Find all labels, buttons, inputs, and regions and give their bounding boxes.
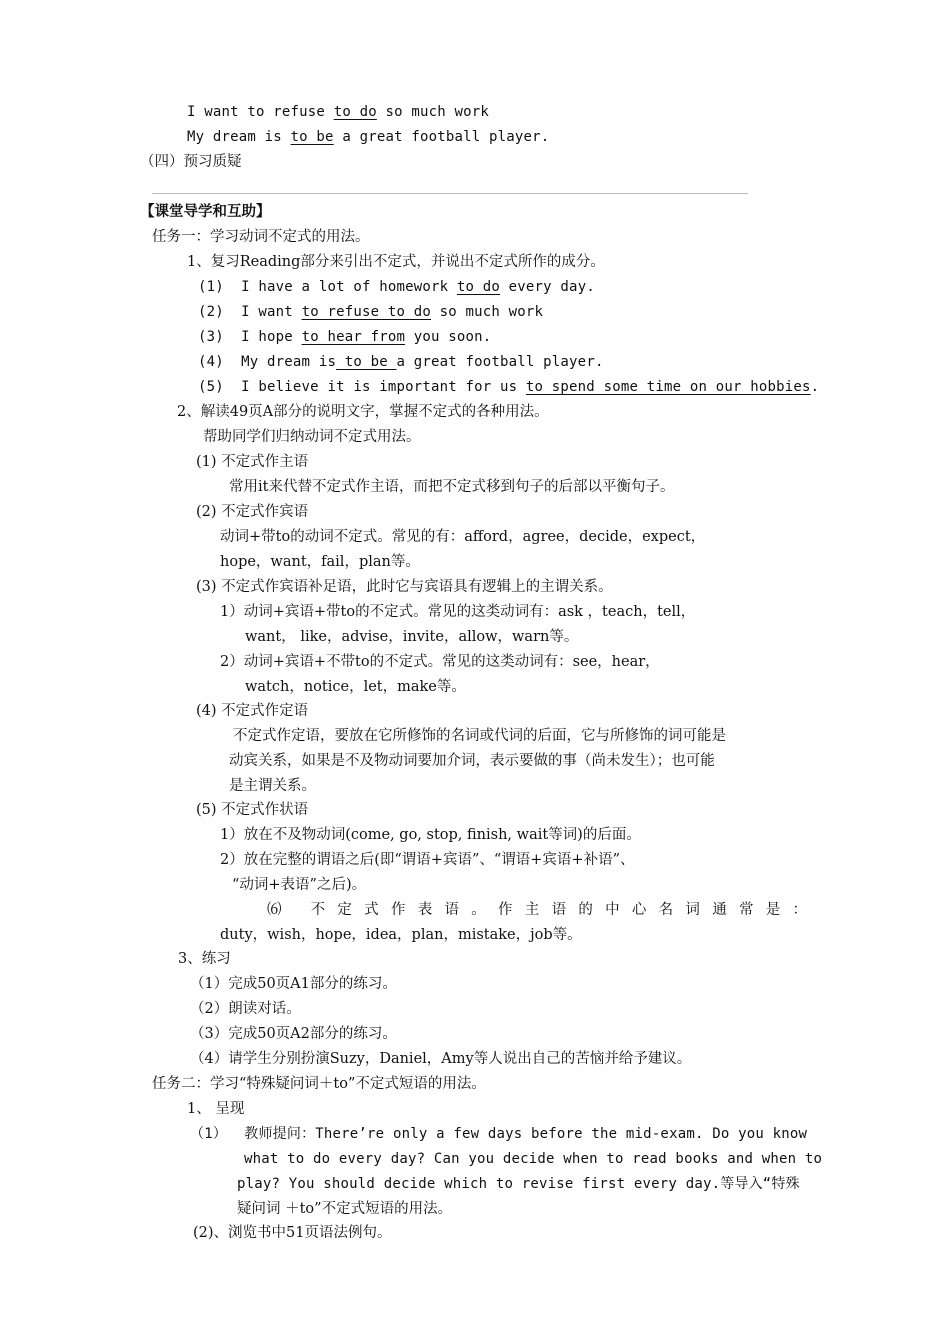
usage-6-heading: ⑹ 不定式作表语。作主语的中心名词通常是： xyxy=(267,902,807,918)
usage-3-text-c: 2）动词+宾语+不带to的不定式。常见的这类动词有：see，hear， xyxy=(220,654,660,670)
usage-6-text: duty，wish，hope，idea，plan，mistake，job等。 xyxy=(220,927,582,943)
example-5: (5) I believe it is important for us to spend some time on our hobbies. xyxy=(198,379,820,395)
teacher-question-2: what to do every day? Can you decide when to read books and when to xyxy=(244,1151,823,1167)
task1-title: 任务一：学习动词不定式的用法。 xyxy=(152,229,370,245)
usage-3-text-b: want， like，advise，invite，allow，warn等。 xyxy=(245,629,579,645)
usage-2-text-b: hope，want，fail，plan等。 xyxy=(220,554,420,570)
usage-4-heading: (4) 不定式作定语 xyxy=(196,703,309,719)
usage-3-text-a: 1）动词+宾语+带to的不定式。常见的这类动词有：ask ，teach，tell， xyxy=(220,604,696,620)
usage-5-text-c: “动词+表语”之后)。 xyxy=(232,877,367,893)
section-title: 【课堂导学和互助】 xyxy=(140,203,271,220)
practice-2: （2）朗读对话。 xyxy=(190,1001,301,1017)
example-2: (2) I want to refuse to do so much work xyxy=(198,304,544,320)
example-3: (3) I hope to hear from you soon. xyxy=(198,329,492,345)
divider xyxy=(152,193,748,194)
usage-4-text-c: 是主谓关系。 xyxy=(229,778,316,794)
task2-title: 任务二：学习“特殊疑问词＋to”不定式短语的用法。 xyxy=(152,1076,486,1092)
usage-3-text-d: watch，notice，let，make等。 xyxy=(245,679,466,695)
teacher-question-3: play? You should decide which to revise first every day.等导入“特殊 xyxy=(237,1176,800,1192)
task1-step2-note: 帮助同学们归纳动词不定式用法。 xyxy=(203,429,421,445)
practice-4: （4）请学生分别扮演Suzy，Daniel，Amy等人说出自己的苦恼并给予建议。 xyxy=(190,1051,692,1067)
preview-line-1: I want to refuse to do so much work xyxy=(187,104,490,120)
usage-2-heading: (2) 不定式作宾语 xyxy=(196,504,309,520)
task1-step1: 1、复习Reading部分来引出不定式，并说出不定式所作的成分。 xyxy=(187,254,605,270)
usage-3-heading: (3) 不定式作宾语补足语，此时它与宾语具有逻辑上的主谓关系。 xyxy=(196,579,613,595)
task2-browse: (2)、浏览书中51页语法例句。 xyxy=(193,1225,392,1241)
usage-5-heading: (5) 不定式作状语 xyxy=(196,802,309,818)
practice-3: （3）完成50页A2部分的练习。 xyxy=(190,1026,397,1042)
teacher-question-4: 疑问词 ＋to”不定式短语的用法。 xyxy=(237,1201,453,1217)
usage-5-text-a: 1）放在不及物动词(come, go, stop, finish, wait等词)的后面。 xyxy=(220,827,641,843)
task2-step1: 1、 呈现 xyxy=(187,1101,245,1117)
usage-2-text-a: 动词+带to的动词不定式。常见的有：afford，agree，decide，expect， xyxy=(220,529,706,545)
example-4: (4) My dream is to be a great football player. xyxy=(198,354,604,370)
task1-step3: 3、练习 xyxy=(178,951,231,967)
teacher-question-1: （1） 教师提问：There’re only a few days before the mid-exam. Do you know xyxy=(190,1126,808,1142)
usage-1-heading: (1) 不定式作主语 xyxy=(196,454,309,470)
usage-4-text-a: 不定式作定语，要放在它所修饰的名词或代词的后面，它与所修饰的词可能是 xyxy=(233,728,726,744)
preview-line-2: My dream is to be a great football player. xyxy=(187,129,550,145)
example-1: (1) I have a lot of homework to do every day. xyxy=(198,279,595,295)
practice-1: （1）完成50页A1部分的练习。 xyxy=(190,976,397,992)
usage-4-text-b: 动宾关系，如果是不及物动词要加介词，表示要做的事（尚未发生）；也可能 xyxy=(229,753,715,769)
usage-1-text: 常用it来代替不定式作主语，而把不定式移到句子的后部以平衡句子。 xyxy=(229,479,675,495)
usage-5-text-b: 2）放在完整的谓语之后(即“谓语+宾语”、“谓语+宾语+补语”、 xyxy=(220,852,635,868)
task1-step2: 2、解读49页A部分的说明文字，掌握不定式的各种用法。 xyxy=(177,404,549,420)
preview-heading: （四）预习质疑 xyxy=(140,154,242,170)
